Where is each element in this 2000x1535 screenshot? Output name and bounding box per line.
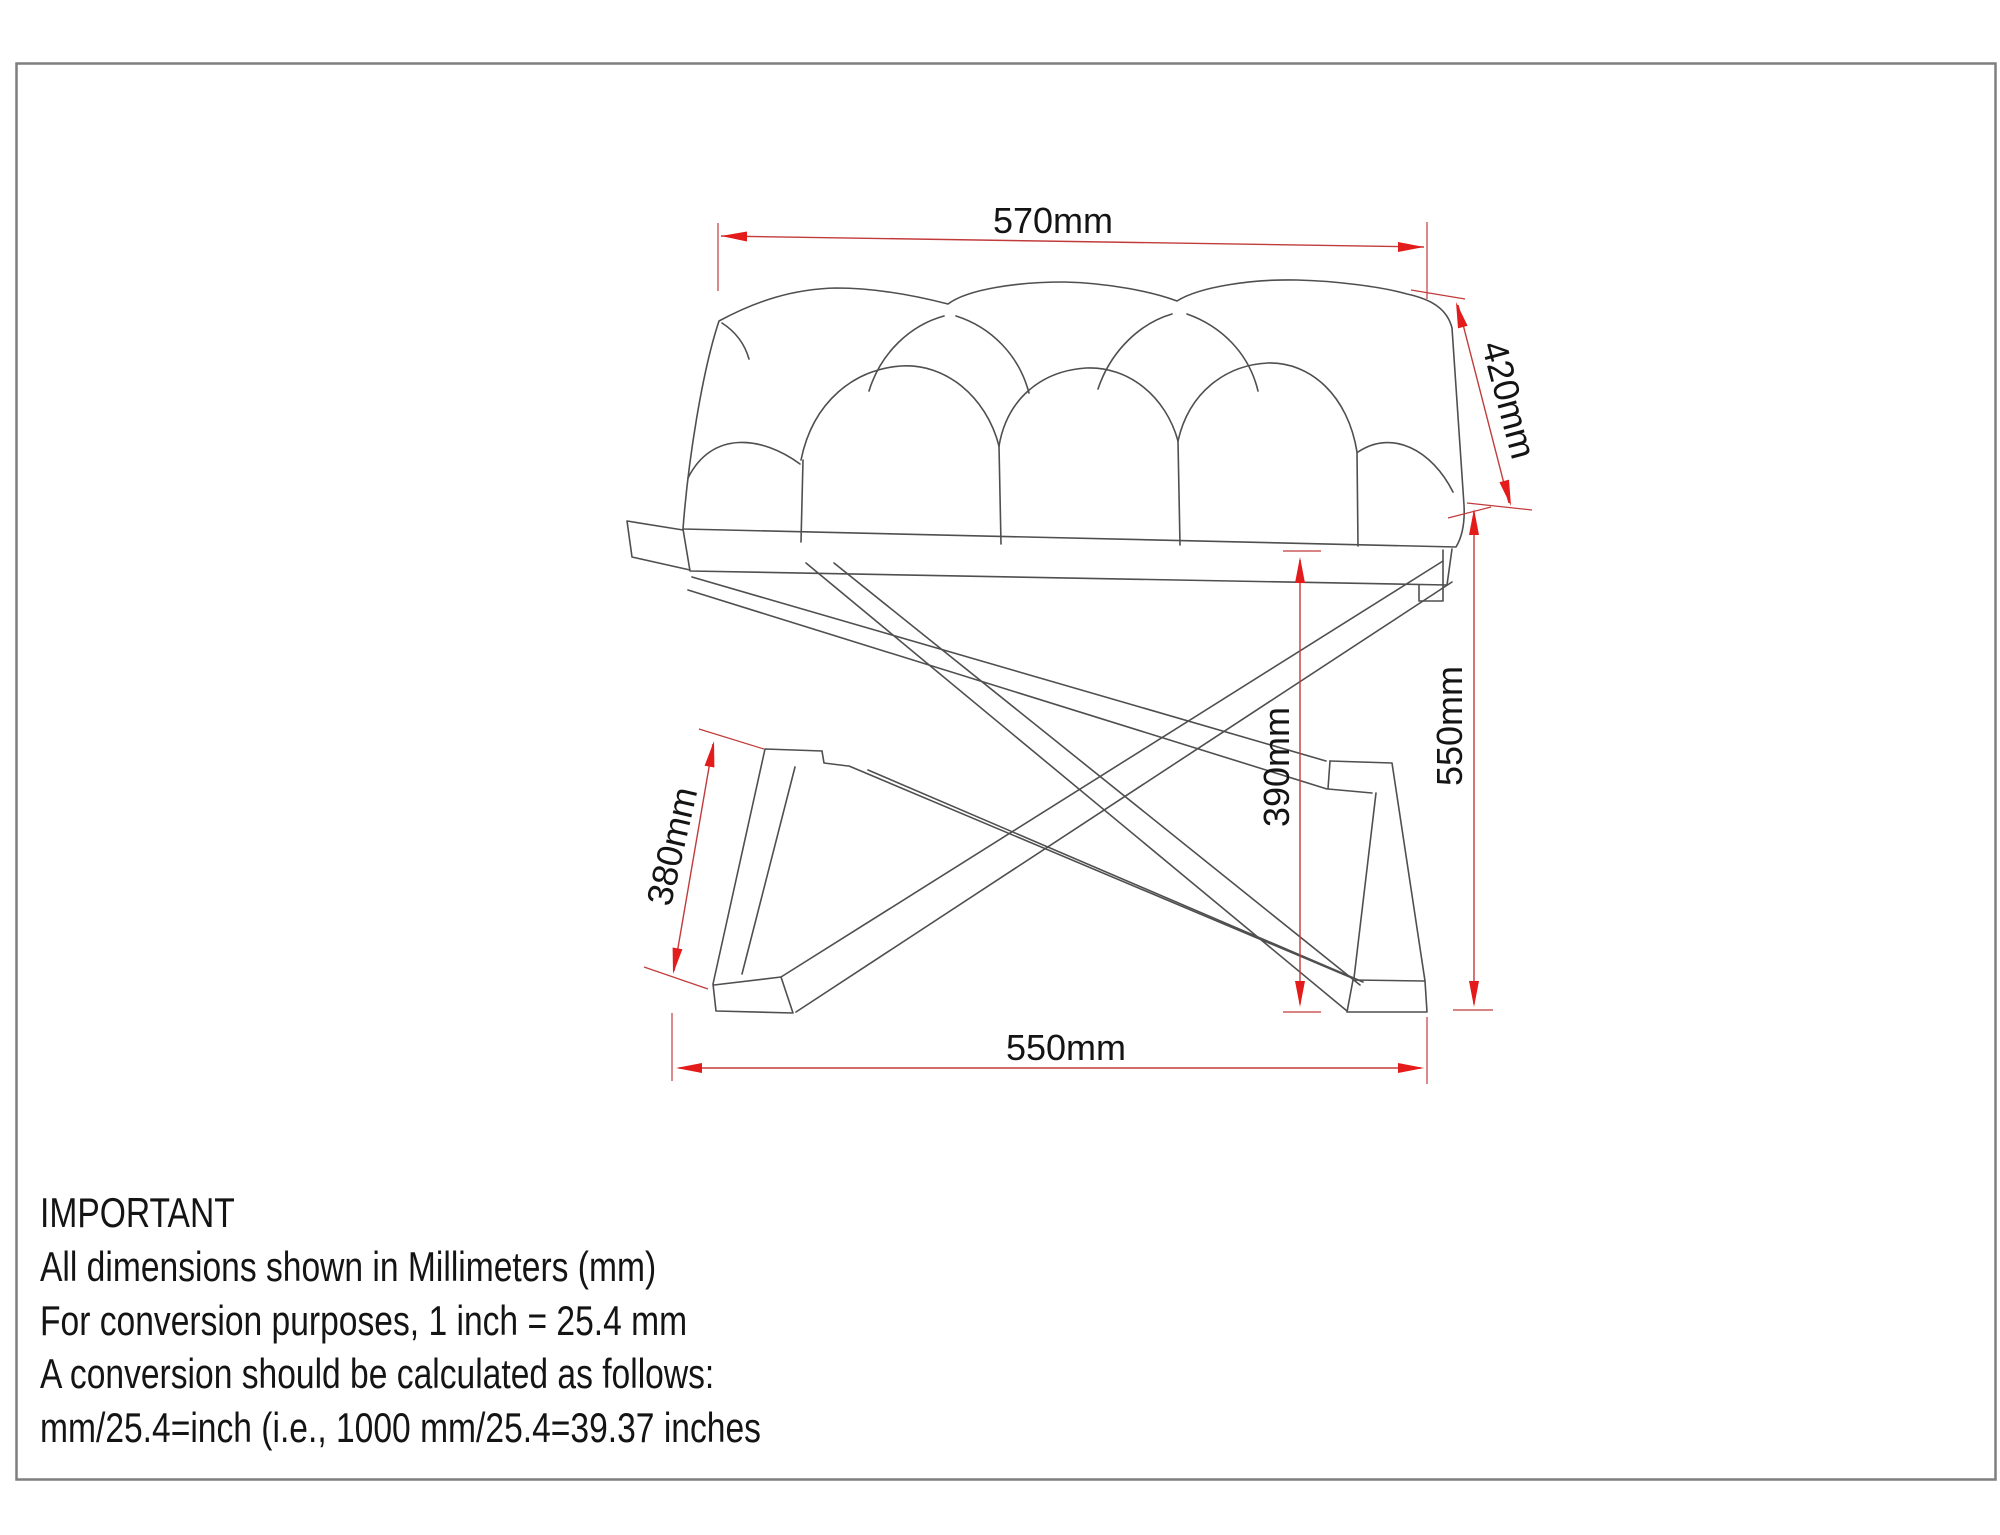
arrowhead [1398,1063,1424,1073]
tuft-seam [1357,452,1358,546]
left-foot [713,749,822,1013]
tuft-dome [999,368,1178,446]
arrowhead [676,1063,702,1073]
arrowhead [673,948,683,975]
tuft-dome [801,366,999,460]
note-text-line: A conversion should be calculated as follows: [40,1350,715,1398]
cushion-crease [722,323,749,359]
ext-line [699,729,764,749]
dim-label-base-width: 550mm [1005,1027,1127,1068]
right-foot-inner-edge [1354,793,1376,978]
dim-label-overall-height: 550mm [1429,665,1470,787]
tuft-seam [1178,441,1180,545]
dim-label-seat-width: 570mm [992,200,1114,241]
arrowhead [1469,509,1479,535]
tuft-dome [688,442,800,478]
dimension-lines [674,236,1509,1068]
x-frame-bar-back [692,577,1326,761]
note-text-line: mm/25.4=inch (i.e., 1000 mm/25.4=39.37 inches [40,1404,761,1452]
arrowhead [1456,302,1468,328]
x-frame-bar [781,561,1443,977]
dimension-arrows [673,232,1511,1074]
arrowhead [705,741,715,768]
left-foot-notch [822,751,848,766]
tuft-dome [1178,363,1357,452]
dimension-labels [638,200,1544,1068]
tuft-arc [1187,314,1258,391]
x-frame-bar-back [688,590,1327,789]
x-frame-bar [796,582,1452,1012]
left-foot-inner-edge [742,767,795,974]
seat-rail-right-step [1419,550,1443,601]
ext-line [1467,503,1532,510]
arrowhead [1469,981,1479,1007]
right-foot-notch [1328,761,1372,793]
note-title: IMPORTANT [40,1189,235,1236]
tuft-arc [1098,314,1172,389]
bench-line-art [627,280,1464,1013]
dim-label-frame-height: 390mm [1256,706,1297,828]
arrowhead [1295,557,1305,583]
dim-label-seat-depth: 420mm [1473,336,1545,464]
arrowhead [1398,242,1424,252]
important-note [40,1186,941,1455]
tuft-arc [869,316,944,391]
extension-lines [644,222,1532,1084]
arrowhead [721,232,747,242]
cushion-outline [683,280,1464,547]
tuft-seam [801,460,803,542]
seat-rail-left-end [627,521,690,570]
note-text-line: For conversion purposes, 1 inch = 25.4 mm [40,1296,688,1344]
tuft-seam [999,446,1001,544]
arrowhead [1295,981,1305,1007]
tuft-arc [956,316,1029,393]
ext-line [1448,507,1491,518]
dim-label-foot-length: 380mm [638,783,706,910]
ext-line [644,967,708,989]
tuft-dome [1358,443,1453,492]
note-text-line: All dimensions shown in Millimeters (mm) [40,1242,657,1290]
arrowhead [1499,480,1511,506]
